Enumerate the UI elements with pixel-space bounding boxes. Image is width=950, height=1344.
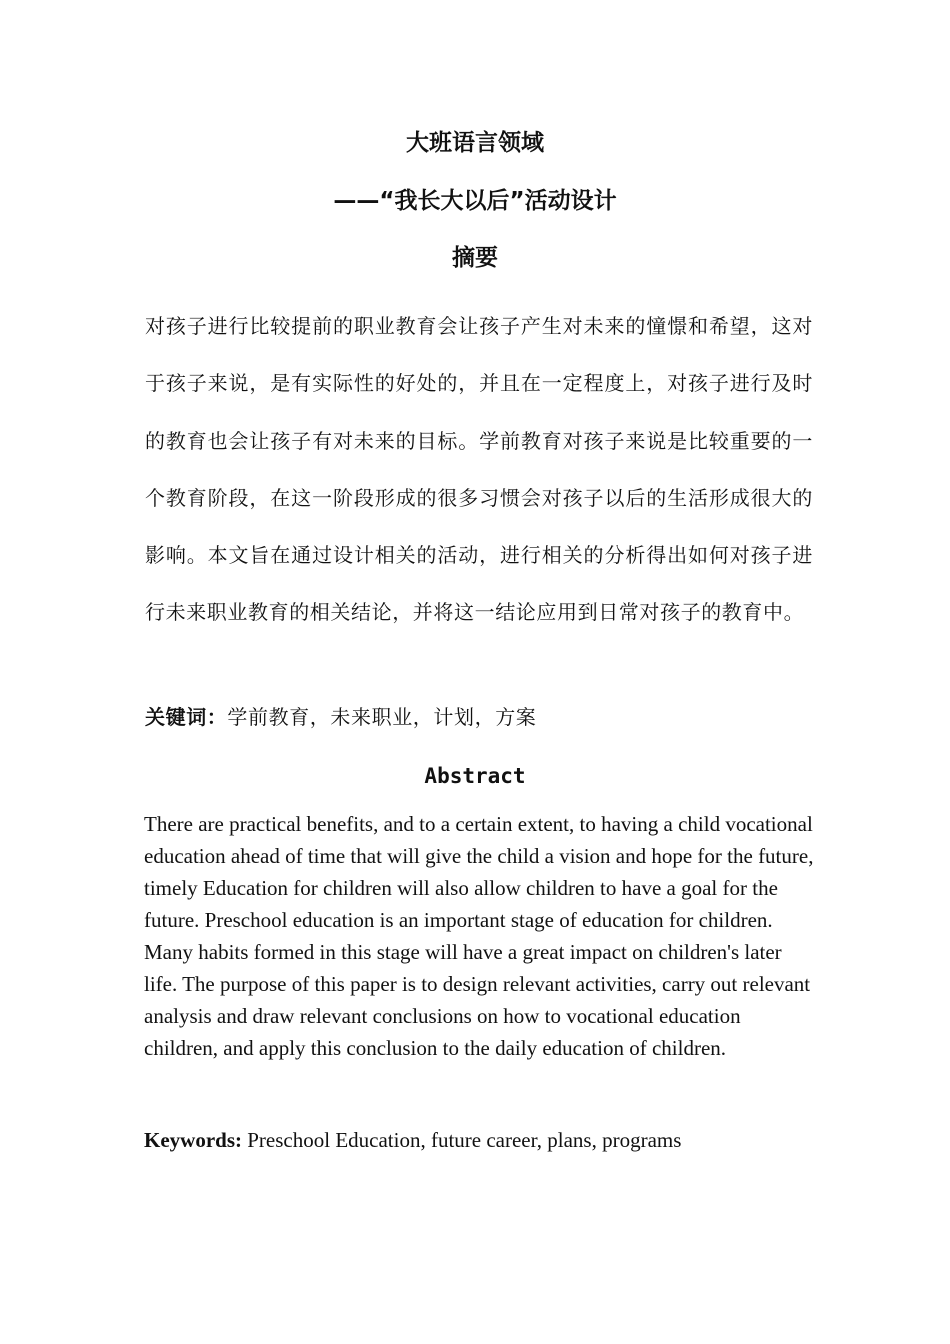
abstract-heading-cn: 摘要 [452, 245, 498, 271]
keywords-value-en: Preschool Education, future career, plans, programs [242, 1128, 682, 1152]
abstract-body-cn: 对孩子进行比较提前的职业教育会让孩子产生对未来的憧憬和希望，这对于孩子来说，是有实际性的好处的，并且在一定程度上，对孩子进行及时的教育也会让孩子有对未来的目标。学前教育对孩子来说是比较重要的一个教育阶段，在这一阶段形成的很多习惯会对孩子以后的生活形成很大的影响。本文旨在通过设计相关的活动，进行相关的分析得出如何对孩子进行未来职业教育的相关结论，并将这一结论应用到日常对孩子的教育中。 [145, 314, 813, 625]
keywords-label-en: Keywords: [144, 1128, 242, 1152]
keywords-cn [145, 702, 813, 732]
keywords-value-cn: 学前教育，未来职业，计划，方案 [227, 705, 537, 729]
document-subtitle: ——“我长大以后”活动设计 [333, 188, 617, 214]
document-title: 大班语言领域 [406, 130, 544, 156]
abstract-body-en: There are practical benefits, and to a certain extent, to having a child vocational education ahead of time that will give the child a vision and hope for the future, timely Education for children will also allow children to have a goal for the future. Preschool education is an important stage of education for children. Many habits formed in this stage will have a great impact on children's later life. The purpose of this paper is to design relevant activities, carry out relevant analysis and draw relevant conclusions on how to vocational education children, and apply this conclusion to the daily education of children. [144, 812, 814, 1060]
abstract-heading-en: Abstract [424, 764, 526, 788]
keywords-label-cn: 关键词： [145, 705, 228, 729]
keywords-en [144, 1124, 814, 1156]
